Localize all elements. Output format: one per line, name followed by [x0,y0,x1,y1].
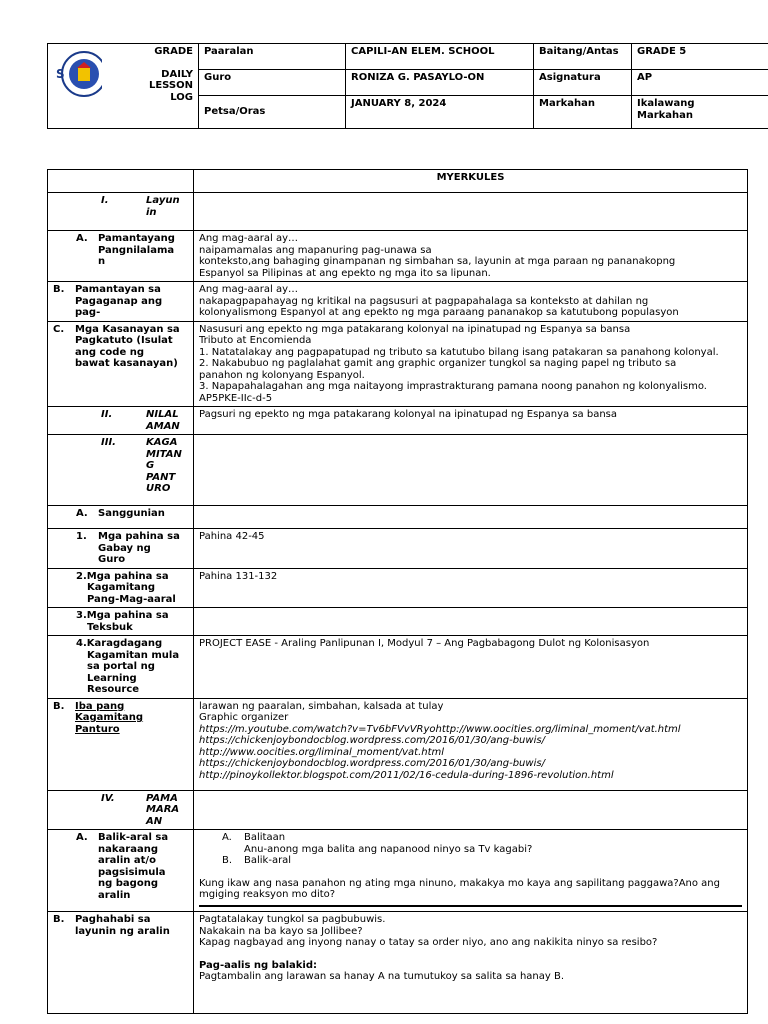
header-title-cell [48,44,199,129]
kasanayan-label-4: bawat kasanayan) [75,358,178,369]
pag-aalis-ng-balakid-heading: Pag-aalis ng balakid: [199,959,317,971]
petsa-value: JANUARY 8, 2024 [346,96,534,129]
karagdagang-label-2: Kagamitan mula [87,649,180,661]
psp-label-2: Pagaganap ang [75,295,163,307]
kagamitan-numeral: III. [101,437,116,448]
ipk-letter: B. [53,700,65,712]
teksbuk-label-1: Mga pahina sa [86,610,169,621]
balik-aral-label-1: Balik-aral sa [98,832,169,843]
lesson-plan-table [47,169,748,1014]
grade-label: GRADE [154,46,193,57]
ppn-line-1: Ang mag-aaral ay… [199,233,299,244]
balik-aral-question-2: mgiging reaksyon mo dito? [199,889,336,900]
paghahabi-label [48,912,194,1014]
kma-label-3: Pang-Mag-aaral [87,593,176,605]
ipk-link-1[interactable]: https://m.youtube.com/watch?v=Tv6bFVvVRyohttp://www.oocities.org/liminal_moment/vat.html [199,723,681,735]
kagamitan-label-4: PANT [146,471,176,483]
balik-aral-label-2: nakaraang [98,843,158,855]
asignatura-value: AP [632,70,768,96]
header-table [47,43,768,129]
petsa-label: Petsa/Oras [199,96,346,129]
psp-line-3: kolonyalismong Espanyol at ang epekto ng mga paraang pananakop sa katutubong populasyon [199,307,679,318]
kasanayan-line-4: 2. Nakabubuo ng paglalahat gamit ang graphic organizer tungkol sa naging papel ng tributo sa [199,358,677,369]
balitaan-question: Anu-anong mga balita ang napanood ninyo sa Tv kagabi? [244,843,533,855]
layunin-title-1: Layun [146,195,180,206]
pamamaraan-label-2: MARA [146,804,180,815]
karagdagang-label-3: sa portal ng [87,661,155,672]
kasanayan-line-1: Nasusuri ang epekto ng mga patakarang kolonyal na ipinatupad ng Espanya sa bansa [199,323,631,335]
day-header: MYERKULES [194,170,748,193]
paghahabi-line-2: Nakakain na ba kayo sa Jollibee? [199,925,363,937]
ipk-link-3[interactable]: http://www.oocities.org/liminal_moment/vat.html [199,746,445,758]
kagamitang-mag-aaral-value: Pahina 131-132 [194,568,748,608]
kagamitan-label-2: MITAN [146,448,182,460]
gabay-guro-label-1: Mga pahina sa [98,531,180,542]
kasanayan-line-6: 3. Napapahalagahan ang mga naitayong imprastrakturang pamana noong panahon ng kolonyalismo. [199,381,707,392]
layunin-label [48,193,194,231]
kagamitan-content [194,435,748,506]
karagdagang-label-1: Karagdagang [86,638,163,649]
teksbuk-label [48,608,194,636]
teksbuk-label-2: Teksbuk [87,621,133,633]
balik-aral-label-4: pagsisimula [98,866,166,878]
psp-label-1: Pamantayan sa [75,284,161,295]
pamamaraan-numeral: IV. [101,792,115,804]
kasanayan-label [48,321,194,407]
pamamaraan-label [48,790,194,830]
pamantayang-pangnilalaman-letter: A. [76,233,88,244]
kma-num: 2. [76,570,87,582]
balik-aral-label-3: aralin at/o [98,855,156,866]
karagdagang-label [48,636,194,699]
sanggunian-label [48,506,194,529]
sanggunian-content [194,506,748,529]
ppn-line-4: Espanyol sa Pilipinas at ang epekto ng mga ito sa lipunan. [199,267,491,279]
nilalaman-label [48,407,194,435]
psp-line-2: nakapagpapahayag ng kritikal na pagsusuri at pagpapahalaga sa konteksto at dahilan ng [199,295,649,307]
guro-label: Guro [199,70,346,96]
paaralan-value: CAPILI-AN ELEM. SCHOOL [346,44,534,70]
paghahabi-line-3: Kapag nagbayad ang inyong nanay o tatay sa order niyo, ano ang nakikita ninyo sa resibo? [199,937,658,948]
balik-aral-letter: A. [76,832,88,843]
svg-text:S: S [56,67,65,81]
baitang-value: GRADE 5 [632,44,768,70]
nilalaman-numeral: II. [101,409,113,420]
lesson-label: LESSON [148,80,193,91]
paghahabi-label-2: layunin ng aralin [75,925,170,937]
guro-value: RONIZA G. PASAYLO-ON [346,70,534,96]
paghahabi-line-1: Pagtatalakay tungkol sa pagbubuwis. [199,914,386,925]
balik-aral-item-label: Balik-aral [244,855,292,866]
pamantayang-pangnilalaman-label-2: Pangnilalama [98,244,175,256]
psp-label-3: pag- [75,307,101,318]
karagdagang-num: 4. [76,638,87,649]
nilalaman-label-2: AMAN [146,420,180,432]
markahan-value-line-2: Markahan [637,109,694,121]
karagdagang-label-4: Learning [87,672,137,684]
kasanayan-line-2: Tributo at Encomienda [199,335,312,346]
gabay-guro-value: Pahina 42-45 [194,529,748,569]
kagamitan-label-3: G [146,460,155,471]
ppn-line-3: konteksto,ang bahaging ginampanan ng simbahan sa, layunin at mga paraan ng pananakopng [199,256,676,267]
balik-aral-label-5: ng bagong [98,878,158,889]
ipk-link-5[interactable]: http://pinoykollektor.blogspot.com/2011/02/16-cedula-during-1896-revolution.html [199,769,614,781]
layunin-numeral: I. [101,195,109,206]
layunin-content [194,193,748,231]
markahan-label: Markahan [534,96,632,129]
kagamitan-label-5: URO [146,483,171,494]
ppn-line-2: naipamamalas ang mapanuring pag-unawa sa [199,244,432,256]
sanggunian-text: Sanggunian [98,508,165,519]
paghahabi-label-1: Paghahabi sa [75,914,151,925]
balik-aral-label [48,830,194,912]
sanggunian-letter: A. [76,508,88,519]
pamamaraan-label-3: AN [146,815,163,827]
baitang-label: Baitang/Antas [534,44,632,70]
kagamitan-label [48,435,194,506]
pamantayan-sa-pagaganap-content [194,282,748,322]
asignatura-label: Asignatura [534,70,632,96]
kma-label-1: Mga pahina sa [86,570,169,582]
kasanayan-content [194,321,748,407]
gabay-guro-label [48,529,194,569]
kasanayan-line-3: 1. Natatalakay ang pagpapatupad ng tributo sa katutubo bilang isang patakaran sa panahong kolonyal. [199,346,719,358]
ipk-label-2: Kagamitang [75,712,144,723]
kasanayan-label-2: Pagkatuto (Isulat [75,335,173,346]
deped-seal-icon [54,50,102,98]
pamamaraan-label-1: PAMA [146,792,178,804]
balitaan-letter: A. [222,832,232,843]
log-label: LOG [170,91,193,103]
karagdagang-value: PROJECT EASE - Araling Panlipunan I, Modyul 7 – Ang Pagbabagong Dulot ng Kolonisasyon [194,636,748,699]
karagdagang-label-5: Resource [87,684,140,695]
pamantayang-pangnilalaman-content [194,231,748,282]
ipk-link-2[interactable]: https://chickenjoybondocblog.wordpress.com/2016/01/30/ang-buwis/ [199,735,545,746]
gabay-guro-label-3: Guro [98,554,126,565]
gabay-guro-label-2: Gabay ng [98,542,151,554]
pamantayang-pangnilalaman-label-3: n [98,256,106,267]
paghahabi-letter: B. [53,914,65,925]
ipk-link-4[interactable]: https://chickenjoybondocblog.wordpress.com/2016/01/30/ang-buwis/ [199,758,545,769]
paghahabi-content [194,912,748,1014]
markahan-value [632,96,768,129]
balitaan-label: Balitaan [244,832,286,843]
teksbuk-num: 3. [76,610,87,621]
pamantayang-pangnilalaman-label-1: Pamantayang [98,233,175,244]
ipk-label-1: Iba pang [75,700,125,712]
balik-aral-content [194,830,748,912]
layunin-title-2: in [146,206,157,218]
kagamitan-label-1: KAGA [146,437,178,448]
paaralan-label: Paaralan [199,44,346,70]
kasanayan-label-3: ang code ng [75,346,145,358]
kasanayan-line-5: panahon ng kolonyang Espanyol. [199,369,365,381]
pamamaraan-content [194,790,748,830]
balik-aral-item-letter: B. [222,855,233,866]
kasanayan-line-7: AP5PKE-IIc-d-5 [199,392,273,404]
pamantayan-sa-pagaganap-label [48,282,194,322]
nilalaman-label-1: NILAL [146,409,179,420]
ipk-label-3: Panturo [75,723,120,735]
teksbuk-value [194,608,748,636]
markahan-value-line-1: Ikalawang [637,98,695,109]
daily-label: DAILY [161,68,193,80]
pamantayang-pangnilalaman-label [48,231,194,282]
balik-aral-label-6: aralin [98,889,131,901]
kasanayan-label-1: Mga Kasanayan sa [75,323,180,335]
kagamitang-mag-aaral-label [48,568,194,608]
paghahabi-line-5: Pagtambalin ang larawan sa hanay A na tumutukoy sa salita sa hanay B. [199,971,565,982]
gabay-guro-num: 1. [76,531,87,542]
kma-label-2: Kagamitang [87,582,156,593]
nilalaman-content: Pagsuri ng epekto ng mga patakarang kolonyal na ipinatupad ng Espanya sa bansa [194,407,748,435]
ipk-line-2: Graphic organizer [199,712,289,723]
iba-pang-kagamitan-label [48,698,194,790]
kasanayan-letter: C. [53,323,65,335]
divider-line [199,905,742,907]
psp-letter: B. [53,284,65,295]
ipk-line-1: larawan ng paaralan, simbahan, kalsada at tulay [199,700,444,712]
balik-aral-question-1: Kung ikaw ang nasa panahon ng ating mga ninuno, makakya mo kaya ang sapilitang paggawa?Ano ang [199,877,720,889]
iba-pang-kagamitan-content [194,698,748,790]
psp-line-1: Ang mag-aaral ay… [199,284,299,295]
day-header-empty [48,170,194,193]
